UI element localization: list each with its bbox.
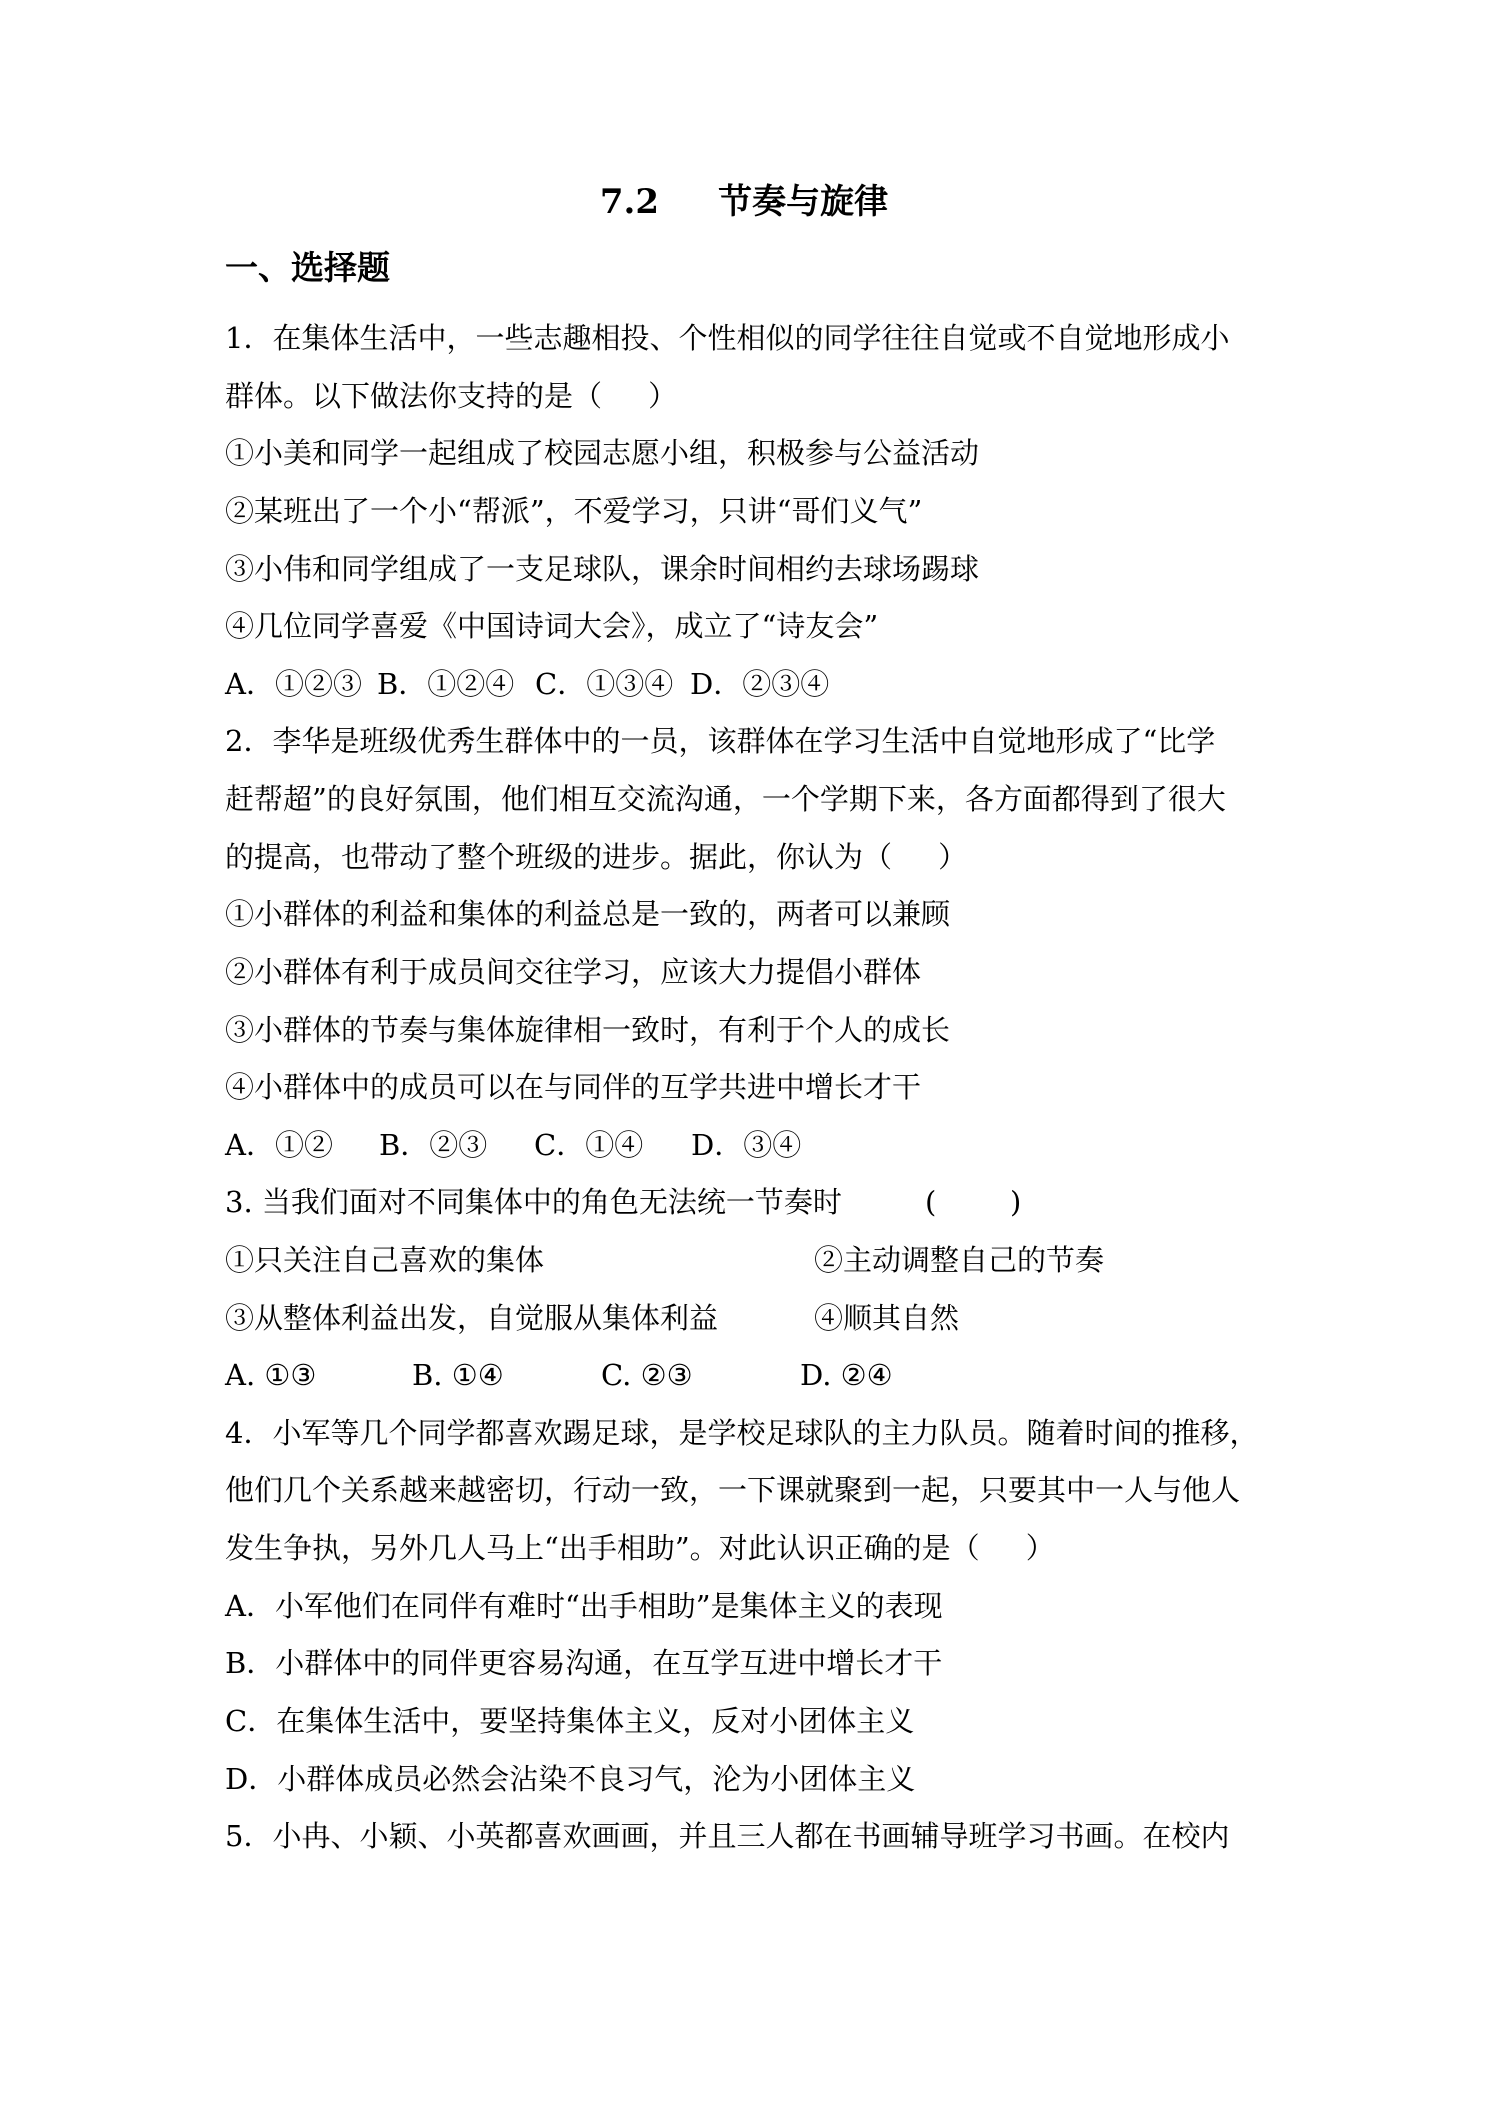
question-1-option-b: B．①②④ xyxy=(377,667,515,701)
question-2-option-a: A．①② xyxy=(225,1128,333,1162)
question-1-stem-line-1: 1．在集体生活中，一些志趣相投、个性相似的同学往往自觉或不自觉地形成小 xyxy=(225,321,1230,355)
question-4-option-c: C．在集体生活中，要坚持集体主义，反对小团体主义 xyxy=(225,1704,915,1738)
question-1-option-d: D．②③④ xyxy=(690,667,830,701)
question-2-statement-2: ②小群体有利于成员间交往学习，应该大力提倡小群体 xyxy=(225,955,922,989)
question-1-option-a: A．①②③ xyxy=(225,667,362,701)
question-4-stem-line-1: 4．小军等几个同学都喜欢踢足球，是学校足球队的主力队员。随着时间的推移， xyxy=(225,1416,1259,1450)
question-2-statement-4: ④小群体中的成员可以在与同伴的互学共进中增长才干 xyxy=(225,1070,922,1104)
question-3-option-b: B. ①④ xyxy=(412,1358,504,1392)
question-4-option-b: B．小群体中的同伴更容易沟通，在互学互进中增长才干 xyxy=(225,1646,943,1680)
question-4-stem-line-2: 他们几个关系越来越密切，行动一致，一下课就聚到一起，只要其中一人与他人 xyxy=(225,1473,1241,1507)
question-4-stem-line-3: 发生争执，另外几人马上“出手相助”。对此认识正确的是（ ） xyxy=(225,1531,1055,1565)
question-3-option-c: C. ②③ xyxy=(601,1358,693,1392)
question-1-option-c: C．①③④ xyxy=(535,667,674,701)
question-1-statement-2: ②某班出了一个小“帮派”，不爱学习，只讲“哥们义气” xyxy=(225,494,923,528)
question-4-option-d: D．小群体成员必然会沾染不良习气，沦为小团体主义 xyxy=(225,1762,916,1796)
question-3-statement-4: ④顺其自然 xyxy=(814,1301,960,1335)
question-2-statement-1: ①小群体的利益和集体的利益总是一致的，两者可以兼顾 xyxy=(225,897,951,931)
question-2-option-c: C．①④ xyxy=(534,1128,644,1162)
question-2-stem-line-3: 的提高，也带动了整个班级的进步。据此，你认为（ ） xyxy=(225,840,968,874)
section-heading: 一、选择题 xyxy=(225,248,390,287)
question-2-option-d: D．③④ xyxy=(691,1128,802,1162)
question-2-stem-line-2: 赶帮超”的良好氛围，他们相互交流沟通，一个学期下来，各方面都得到了很大 xyxy=(225,782,1226,816)
question-3-option-d: D. ②④ xyxy=(800,1358,893,1392)
question-1-stem-line-2: 群体。以下做法你支持的是（ ） xyxy=(225,379,678,413)
question-3-statement-3: ③从整体利益出发，自觉服从集体利益 xyxy=(225,1301,719,1335)
question-2-statement-3: ③小群体的节奏与集体旋律相一致时，有利于个人的成长 xyxy=(225,1013,951,1047)
question-3-stem-text: 3. 当我们面对不同集体中的角色无法统一节奏时 xyxy=(225,1185,842,1219)
question-3-statement-1: ①只关注自己喜欢的集体 xyxy=(225,1243,545,1277)
question-5-stem-line-1: 5．小冉、小颖、小英都喜欢画画，并且三人都在书画辅导班学习书画。在校内 xyxy=(225,1819,1230,1853)
question-1-statement-4: ④几位同学喜爱《中国诗词大会》，成立了“诗友会” xyxy=(225,609,879,643)
question-3-answer-bracket: ( ) xyxy=(925,1185,1022,1219)
question-2-stem-line-1: 2．李华是班级优秀生群体中的一员，该群体在学习生活中自觉地形成了“比学 xyxy=(225,724,1216,758)
question-3-option-a: A. ①③ xyxy=(225,1358,317,1392)
question-2-option-b: B．②③ xyxy=(379,1128,488,1162)
page-title: 7.2 节奏与旋律 xyxy=(599,182,889,222)
question-1-statement-3: ③小伟和同学组成了一支足球队，课余时间相约去球场踢球 xyxy=(225,552,980,586)
question-1-statement-1: ①小美和同学一起组成了校园志愿小组，积极参与公益活动 xyxy=(225,436,980,470)
question-4-option-a: A．小军他们在同伴有难时“出手相助”是集体主义的表现 xyxy=(225,1589,943,1623)
question-3-statement-2: ②主动调整自己的节奏 xyxy=(814,1243,1105,1277)
